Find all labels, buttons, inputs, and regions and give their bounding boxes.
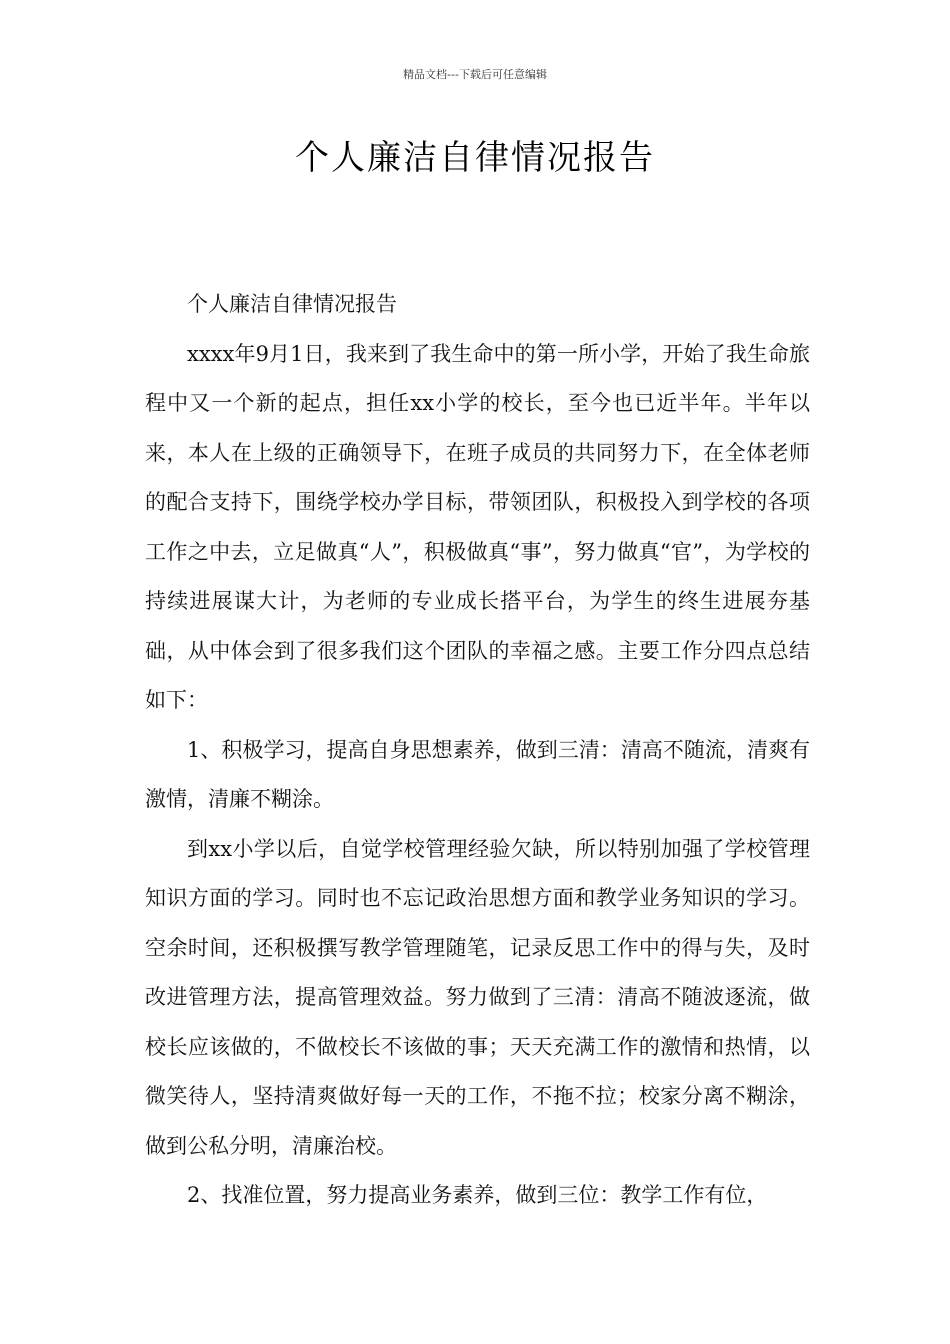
header-note: 精品文档---下载后可任意编辑 [403, 68, 547, 81]
paragraph-point-1-heading: 1、积极学习，提高自身思想素养，做到三清：清高不随流，清爽有激情，清廉不糊涂。 [145, 737, 810, 811]
paragraph-intro: xxxx年9月1日，我来到了我生命中的第一所小学，开始了我生命旅程中又一个新的起点，担任xx小学的校长，至今也已近半年。半年以来，本人在上级的正确领导下，在班子成员的共同努力下，在全体老师的配合支持下，围绕学校办学目标，带领团队，积极投入到学校的各项工作之中去，立足做真“人”，积极做真“事”，努力做真“官”，为学校的持续进展谋大计，为老师的专业成长搭平台，为学生的终生进展夯基础，从中体会到了很多我们这个团队的幸福之感。主要工作分四点总结如下： [145, 341, 810, 712]
document-title: 个人廉洁自律情况报告 [295, 138, 655, 178]
paragraph-point-2-heading: 2、找准位置，努力提高业务素养，做到三位：教学工作有位， [187, 1183, 768, 1207]
paragraph-point-1-body: 到xx小学以后，自觉学校管理经验欠缺，所以特别加强了学校管理知识方面的学习。同时也不忘记政治思想方面和教学业务知识的学习。空余时间，还积极撰写教学管理随笔，记录反思工作中的得与失，及时改进管理方法，提高管理效益。努力做到了三清：清高不随波逐流，做校长应该做的，不做校长不该做的事；天天充满工作的激情和热情，以微笑待人，坚持清爽做好每一天的工作，不拖不拉；校家分离不糊涂，做到公私分明，清廉治校。 [145, 836, 810, 1158]
document-body [145, 280, 810, 1221]
paragraph-subtitle: 个人廉洁自律情况报告 [187, 292, 397, 316]
